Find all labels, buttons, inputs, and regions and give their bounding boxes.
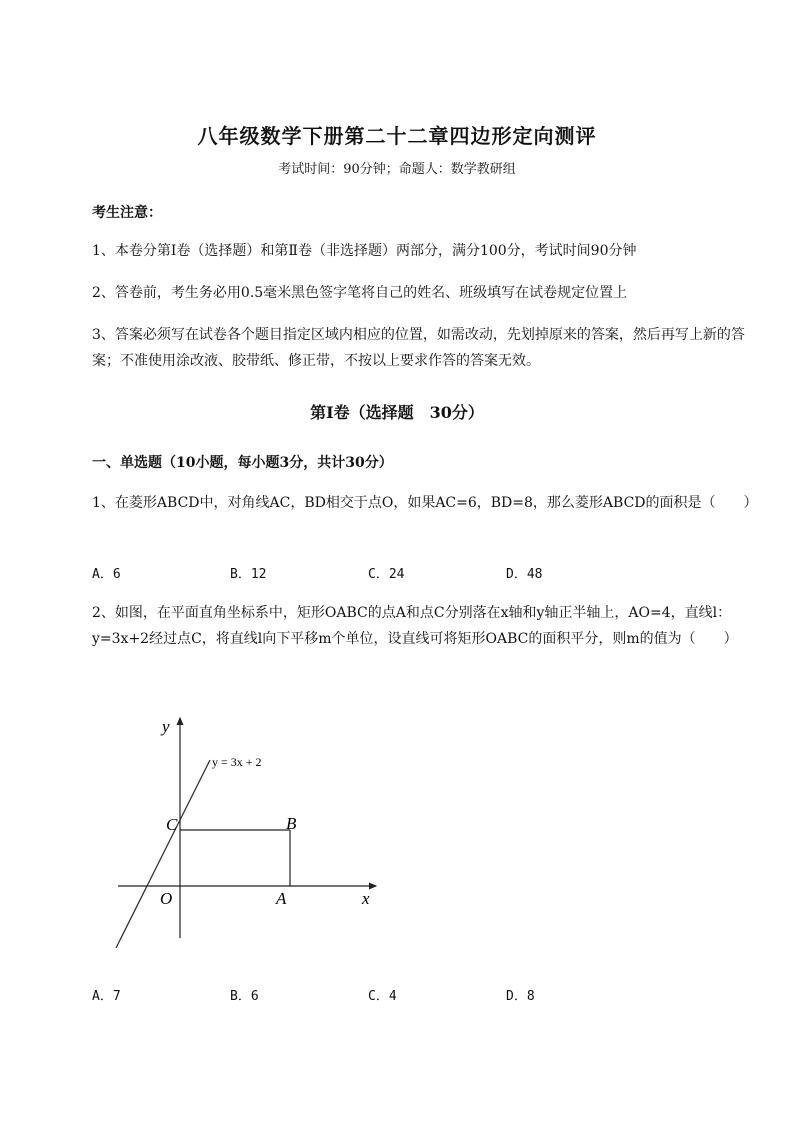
exam-subtitle: 考试时间：90分钟；命题人：数学教研组 bbox=[278, 162, 516, 177]
notice-item: 3、答案必须写在试卷各个题目指定区域内相应的位置，如需改动，先划掉原来的答案，然后再写上新的答案；不准使用涂改液、胶带纸、修正带，不按以上要求作答的答案无效。 bbox=[92, 327, 745, 369]
question-1-stem: 1、在菱形ABCD中，对角线AC，BD相交于点O，如果AC=6，BD=8，那么菱形ABCD的面积是（ ） bbox=[92, 495, 758, 511]
option-d[interactable]: D．8 bbox=[506, 989, 535, 1004]
line-equation-label: y = 3x + 2 bbox=[212, 755, 262, 769]
point-b-label: B bbox=[286, 814, 297, 833]
option-b[interactable]: B．12 bbox=[230, 567, 267, 582]
line-l bbox=[116, 760, 210, 948]
question-2-stem: 2、如图，在平面直角坐标系中，矩形OABC的点A和点C分别落在x轴和y轴正半轴上，AO=4，直线l：y=3x+2经过点C，将直线l向下平移m个单位，设直线可将矩形OABC的面积平分，则m的值为（ ） bbox=[92, 605, 738, 647]
notice-item: 1、本卷分第I卷（选择题）和第Ⅱ卷（非选择题）两部分，满分100分，考试时间90分钟 bbox=[92, 243, 637, 259]
page-title: 八年级数学下册第二十二章四边形定向测评 bbox=[197, 124, 597, 148]
origin-label: O bbox=[160, 889, 173, 908]
section-title: 第I卷（选择题 30分） bbox=[310, 403, 484, 422]
question-2-options bbox=[92, 985, 692, 1005]
point-a-label: A bbox=[276, 889, 287, 908]
coordinate-figure bbox=[100, 700, 400, 970]
notice-heading: 考生注意： bbox=[92, 205, 162, 221]
option-c[interactable]: C．4 bbox=[368, 989, 397, 1004]
option-b[interactable]: B．6 bbox=[230, 989, 259, 1004]
part-title: 一、单选题（10小题，每小题3分，共计30分） bbox=[92, 455, 393, 471]
point-c-label: C bbox=[166, 815, 178, 834]
y-axis-label: y bbox=[162, 717, 170, 736]
option-d[interactable]: D．48 bbox=[506, 567, 543, 582]
notice-item: 2、答卷前，考生务必用0.5毫米黑色签字笔将自己的姓名、班级填写在试卷规定位置上 bbox=[92, 285, 628, 301]
option-a[interactable]: A．7 bbox=[92, 989, 121, 1004]
option-a[interactable]: A．6 bbox=[92, 567, 121, 582]
question-1-options bbox=[92, 563, 692, 583]
option-c[interactable]: C．24 bbox=[368, 567, 405, 582]
x-axis-label: x bbox=[362, 889, 370, 908]
